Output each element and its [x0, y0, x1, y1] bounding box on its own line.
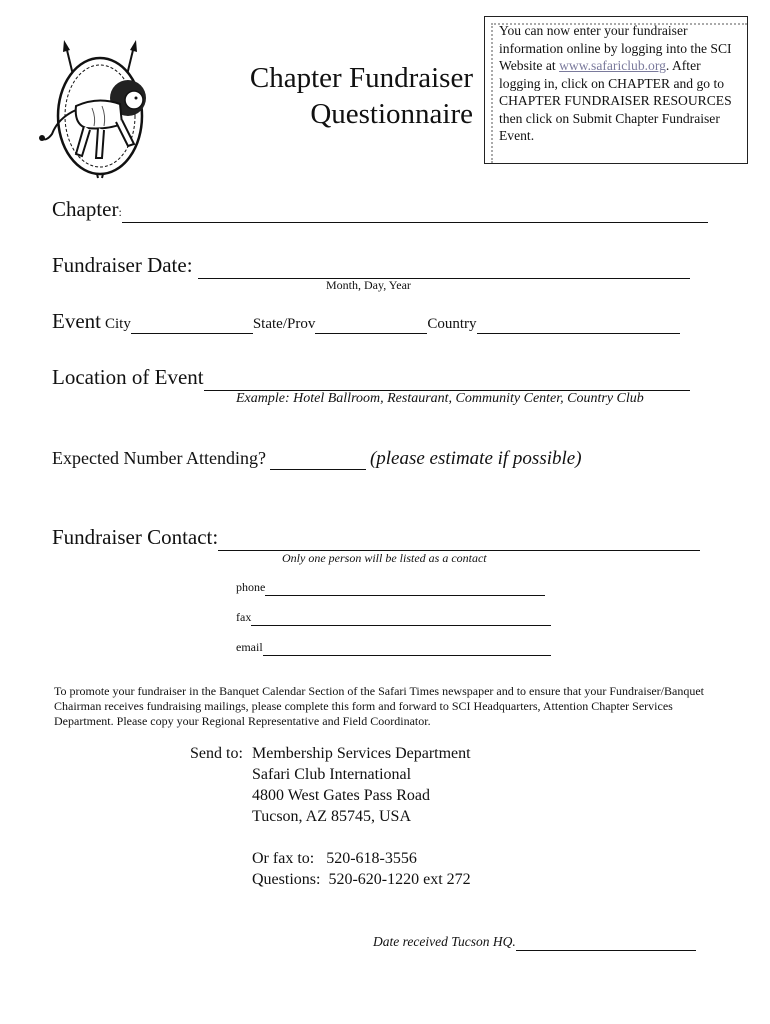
send-to-label: Send to:	[190, 745, 243, 762]
online-info-box	[484, 16, 748, 164]
contact-label: Fundraiser Contact:	[52, 525, 219, 549]
attending-hint: (please estimate if possible)	[369, 448, 582, 469]
sci-lion-logo	[36, 38, 164, 188]
location-label: Location of Event	[52, 365, 204, 389]
send-to-address	[252, 743, 471, 890]
date-format-hint: Month, Day, Year	[326, 278, 411, 292]
fax-row	[236, 610, 551, 626]
email-field[interactable]	[263, 640, 551, 656]
location-example: Example: Hotel Ballroom, Restaurant, Community Center, Country Club	[236, 391, 644, 406]
address-line: 4800 West Gates Pass Road	[252, 787, 430, 804]
contact-field[interactable]	[218, 525, 700, 551]
country-label: Country	[427, 316, 477, 332]
state-label: State/Prov	[252, 316, 316, 332]
phone-row	[236, 580, 545, 596]
city-field[interactable]	[131, 315, 253, 334]
attending-row	[52, 448, 752, 470]
page-title	[205, 60, 473, 132]
state-field[interactable]	[315, 315, 427, 334]
address-line: Membership Services Department	[252, 745, 471, 762]
country-field[interactable]	[477, 315, 680, 334]
chapter-label: Chapter	[52, 197, 119, 221]
fundraiser-date-field[interactable]	[198, 253, 690, 279]
city-label: City	[104, 316, 131, 332]
fax-label: fax	[236, 610, 252, 624]
date-received-label: Date received Tucson HQ.	[373, 934, 516, 949]
title-line-1: Chapter Fundraiser	[249, 62, 473, 94]
fundraiser-date-label: Fundraiser Date:	[52, 253, 193, 277]
location-row	[52, 365, 722, 391]
date-received-field[interactable]	[516, 934, 696, 951]
safariclub-link[interactable]: www.safariclub.org	[559, 58, 666, 73]
email-row	[236, 640, 551, 656]
questions-line: Questions: 520-620-1220 ext 272	[252, 871, 471, 888]
contact-row	[52, 525, 722, 551]
location-field[interactable]	[204, 365, 690, 391]
fax-number-line: Or fax to: 520-618-3556	[252, 850, 417, 867]
chapter-row	[52, 197, 722, 223]
email-label: email	[236, 640, 263, 654]
info-box-text-after: . After logging in, click on CHAPTER and go to CHAPTER FUNDRAISER RESOURCES then click on Submit Chapter Fundraiser Event.	[499, 58, 732, 143]
attending-label: Expected Number Attending?	[52, 448, 266, 468]
address-line: Tucson, AZ 85745, USA	[252, 808, 411, 825]
phone-label: phone	[236, 580, 266, 594]
chapter-field[interactable]	[122, 197, 708, 223]
event-label: Event	[52, 309, 101, 333]
event-location-row	[52, 309, 722, 334]
fax-field[interactable]	[251, 610, 551, 626]
fundraiser-date-row	[52, 253, 722, 279]
send-to-block	[190, 743, 471, 888]
address-line: Safari Club International	[252, 766, 412, 783]
info-box-text	[499, 22, 743, 145]
title-line-2: Questionnaire	[310, 98, 473, 130]
promo-paragraph: To promote your fundraiser in the Banquet Calendar Section of the Safari Times newspaper and to ensure that your Fundraiser/Banquet Chairman receives fundraising mailings, please complete this form and forward to SCI Headquarters, Attention Chapter Services Department. Please copy your Regional Representative and Field Coordinator.	[54, 684, 705, 728]
attending-field[interactable]	[270, 451, 366, 470]
date-received-row	[373, 934, 696, 951]
phone-field[interactable]	[265, 580, 545, 596]
chapter-colon: :	[118, 205, 122, 219]
info-box-text-before: You can now enter your fundraiser information online by logging into the SCI Website at	[499, 23, 732, 73]
contact-hint: Only one person will be listed as a contact	[282, 551, 487, 565]
